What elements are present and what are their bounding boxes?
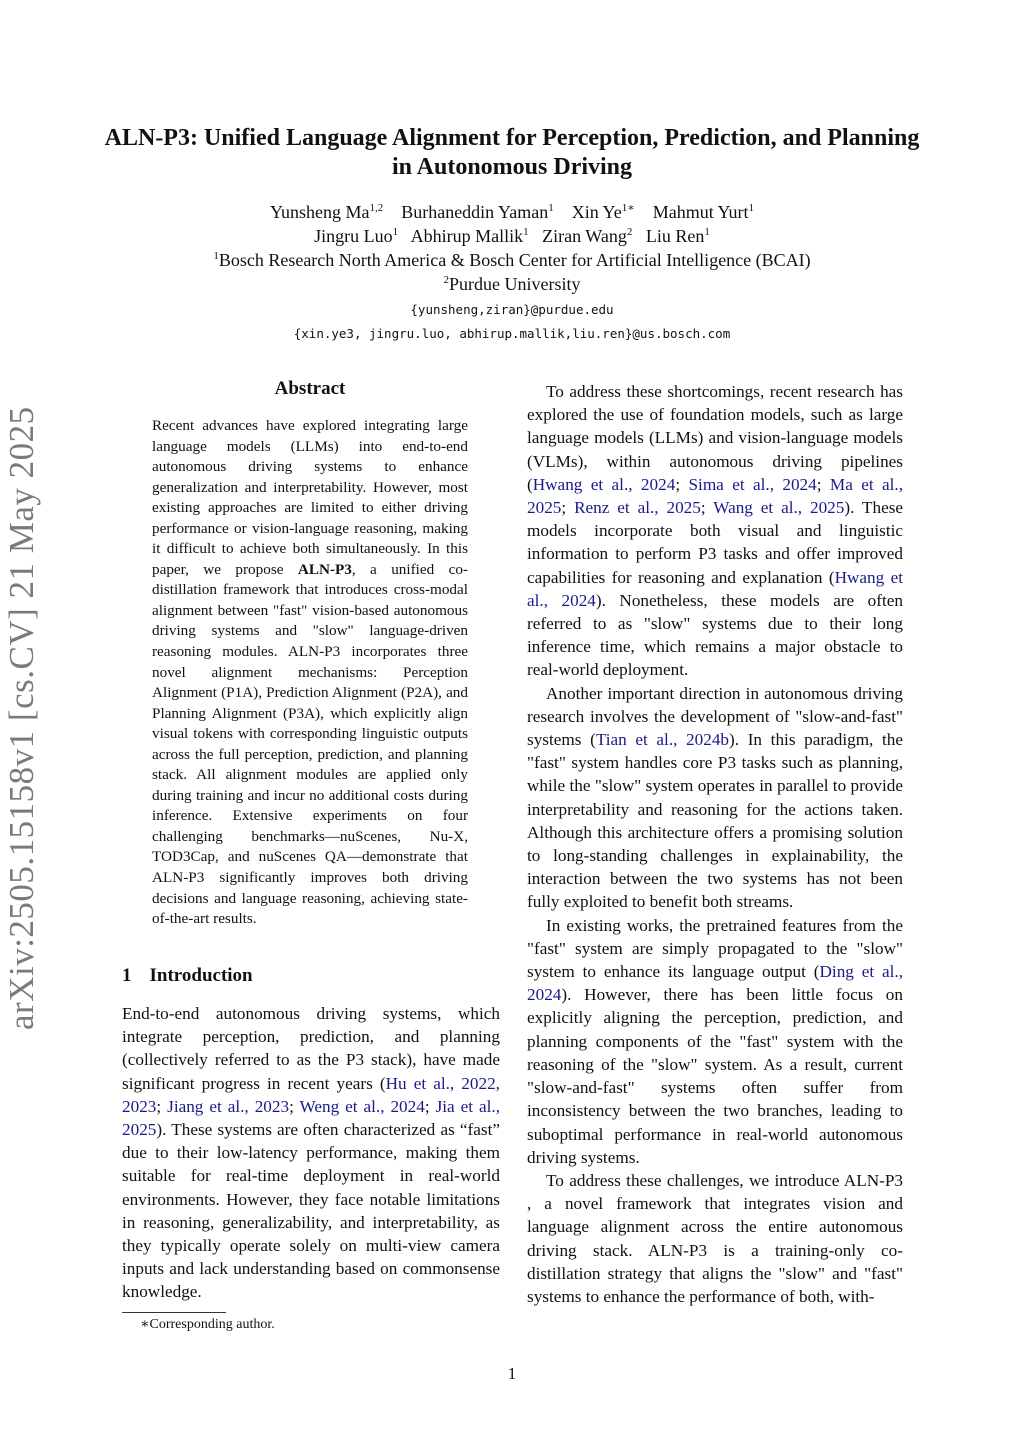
citation-link[interactable]: Wang et al., 2025: [713, 498, 845, 518]
right-paragraph-3: [527, 914, 903, 1169]
citation-link[interactable]: Jia et al., 2025: [122, 1096, 501, 1140]
author-sup: 1,2: [369, 202, 384, 214]
paragraph-text: In existing works, the pretrained features from the "fast" system are simply propagated to the "slow" system to enhance its language output (: [527, 915, 903, 982]
author-name: Xin Ye: [571, 202, 622, 222]
citation-separator: ;: [561, 498, 575, 518]
citation-link[interactable]: Weng et al., 2024: [299, 1096, 425, 1116]
affiliation-sup: 1: [213, 250, 219, 262]
citation-link[interactable]: Ding et al., 2024: [527, 962, 903, 1005]
left-column: [122, 1002, 500, 1304]
right-paragraph-1: [527, 380, 903, 682]
paragraph-text: ). In this paradigm, the "fast" system handles core P3 tasks such as planning, while the "slow" system operates in parallel to provide interpretability and reasoning for the actions taken. Although this architecture offers a promising solution to long-standing challenges in explainability, the interaction between the two systems has not been fully exploited to benefit both streams.: [527, 730, 904, 912]
author-sup: 1: [704, 226, 710, 238]
paragraph-text: ). These systems are often characterized as “fast” due to their low-latency performance, making them suitable for real-time deployment in real-world environments. However, they face notable limitations in reasoning, generalizability, and interpretability, as they typically operate solely on multi-view camera inputs and lack understanding based on commonsense knowledge.: [122, 1120, 500, 1302]
author-sup: 1: [548, 202, 554, 214]
author-name: Ziran Wang: [542, 226, 627, 246]
affiliation-text: Bosch Research North America & Bosch Center for Artificial Intelligence (BCAI): [218, 250, 811, 270]
affiliation-text: Purdue University: [449, 274, 581, 294]
citation-separator: ;: [700, 498, 714, 518]
author-name: Yunsheng Ma: [269, 202, 370, 222]
section-number: 1: [122, 965, 132, 986]
affiliation-2: [100, 272, 924, 296]
abstract-text: , a unified co-distillation framework that introduces cross-modal alignment between "fast" vision-based autonomous driving systems and "slow" language-driven reasoning modules. ALN-P3 incorporates three novel alignment mechanisms: Perception Alignment (P1A), Prediction Alignment (P2A), and Planning Alignment (P3A), which explicitly align visual tokens with corresponding linguistic outputs across the full perception, prediction, and planning stack. All alignment modules are applied only during training and incur no additional costs during inference. Extensive experiments on four challenging benchmarks—nuScenes, Nu-X, TOD3Cap, and nuScenes QA—demonstrate that ALN-P3 significantly improves both driving decisions and language reasoning, achieving state-of-the-art results.: [152, 560, 468, 928]
citation-separator: ;: [289, 1096, 300, 1116]
abstract-body: [152, 416, 468, 930]
paragraph-text: ). These models incorporate both visual and linguistic information to perform P3 tasks and offer improved capabilities for reasoning and explanation (: [527, 498, 904, 587]
citation-link[interactable]: Hu et al., 2022, 2023: [122, 1073, 500, 1116]
abstract-heading: Abstract: [274, 378, 346, 399]
citation-link[interactable]: Hwang et al., 2024: [532, 474, 676, 494]
email-line-2: {xin.ye3, jingru.luo, abhirup.mallik,liu.ren}@us.bosch.com: [293, 326, 731, 341]
abstract-text: Recent advances have explored integrating large language models (LLMs) into end-to-end autonomous driving systems to enhance generalization and interpretability. However, most existing approaches are limited to either driving performance or vision-language reasoning, making it difficult to achieve both simultaneously. In this paper, we propose: [152, 417, 468, 578]
author-sup: 1: [748, 202, 755, 214]
citation-separator: ;: [816, 474, 830, 494]
affiliation-sup: 2: [443, 274, 449, 286]
citation-link[interactable]: Ma et al., 2025: [527, 474, 904, 518]
citation-link[interactable]: Tian et al., 2024b: [595, 730, 730, 750]
author-sup: 1∗: [621, 202, 635, 214]
paragraph-text: To address these shortcomings, recent research has explored the use of foundation models, such as large language models (LLMs) and vision-language models (VLMs), within autonomous driving pipelines (: [527, 382, 903, 494]
citation-separator: ;: [675, 474, 689, 494]
intro-paragraph-1: [122, 1002, 500, 1304]
author-name: Liu Ren: [645, 226, 705, 246]
email-line-1: {yunsheng,ziran}@purdue.edu: [410, 302, 614, 317]
author-name: Jingru Luo: [314, 226, 393, 246]
citation-link[interactable]: Sima et al., 2024: [688, 474, 817, 494]
author-name: Abhirup Mallik: [410, 226, 524, 246]
author-sup: 1: [523, 226, 529, 238]
right-paragraph-4: To address these challenges, we introduce ALN-P3 , a novel framework that integrates vision and language alignment across the entire autonomous driving stack. ALN-P3 is a training-only co-distillation strategy that aligns the "slow" and "fast" systems to enhance the performance of both, with-: [527, 1170, 903, 1306]
paragraph-text: ). However, there has been little focus on explicitly aligning the perception, prediction, and planning components of the "fast" system with the reasoning of the "slow" system. As a result, current "slow-and-fast" systems often suffer from inconsistency between the two branches, leading to suboptimal performance in real-world autonomous driving systems.: [527, 985, 903, 1167]
author-line-2: [100, 224, 924, 248]
footnote: ∗Corresponding author.: [140, 1317, 275, 1332]
citation-link[interactable]: Renz et al., 2025: [574, 498, 701, 518]
author-sup: 2: [626, 226, 633, 238]
footnote-rule: [122, 1312, 226, 1313]
arxiv-identifier: arXiv:2505.15158v1 [cs.CV] 21 May 2025: [2, 406, 41, 1030]
citation-separator: ;: [156, 1096, 168, 1116]
paragraph-text: ). Nonetheless, these models are often referred to as "slow" systems due to their long inference time, which remains a major obstacle to real-world deployment.: [527, 590, 904, 680]
right-column: [527, 380, 903, 1308]
citation-separator: ;: [424, 1096, 436, 1116]
citation-link[interactable]: Jiang et al., 2023: [167, 1096, 290, 1116]
abstract-method-name: ALN-P3: [297, 560, 352, 578]
author-line-1: [100, 200, 924, 224]
author-sup: 1: [392, 226, 399, 238]
section-heading-introduction: [122, 965, 253, 987]
page-number: 1: [507, 1364, 517, 1383]
paragraph-text: Another important direction in autonomous driving research involves the development of "slow-and-fast" systems (: [527, 683, 903, 750]
author-name: Mahmut Yurt: [652, 202, 749, 222]
affiliation-1: [100, 248, 924, 272]
citation-link[interactable]: Hwang et al., 2024: [527, 567, 903, 610]
paragraph-text: End-to-end autonomous driving systems, which integrate perception, prediction, and planning (collectively referred to as the P3 stack), have made significant progress in recent years (: [122, 1004, 500, 1093]
author-name: Burhaneddin Yaman: [401, 202, 549, 222]
section-title: Introduction: [149, 965, 253, 986]
right-paragraph-2: [527, 682, 903, 914]
paper-title: ALN-P3: Unified Language Alignment for Perception, Prediction, and Planning in Autonomous Driving: [104, 125, 920, 180]
